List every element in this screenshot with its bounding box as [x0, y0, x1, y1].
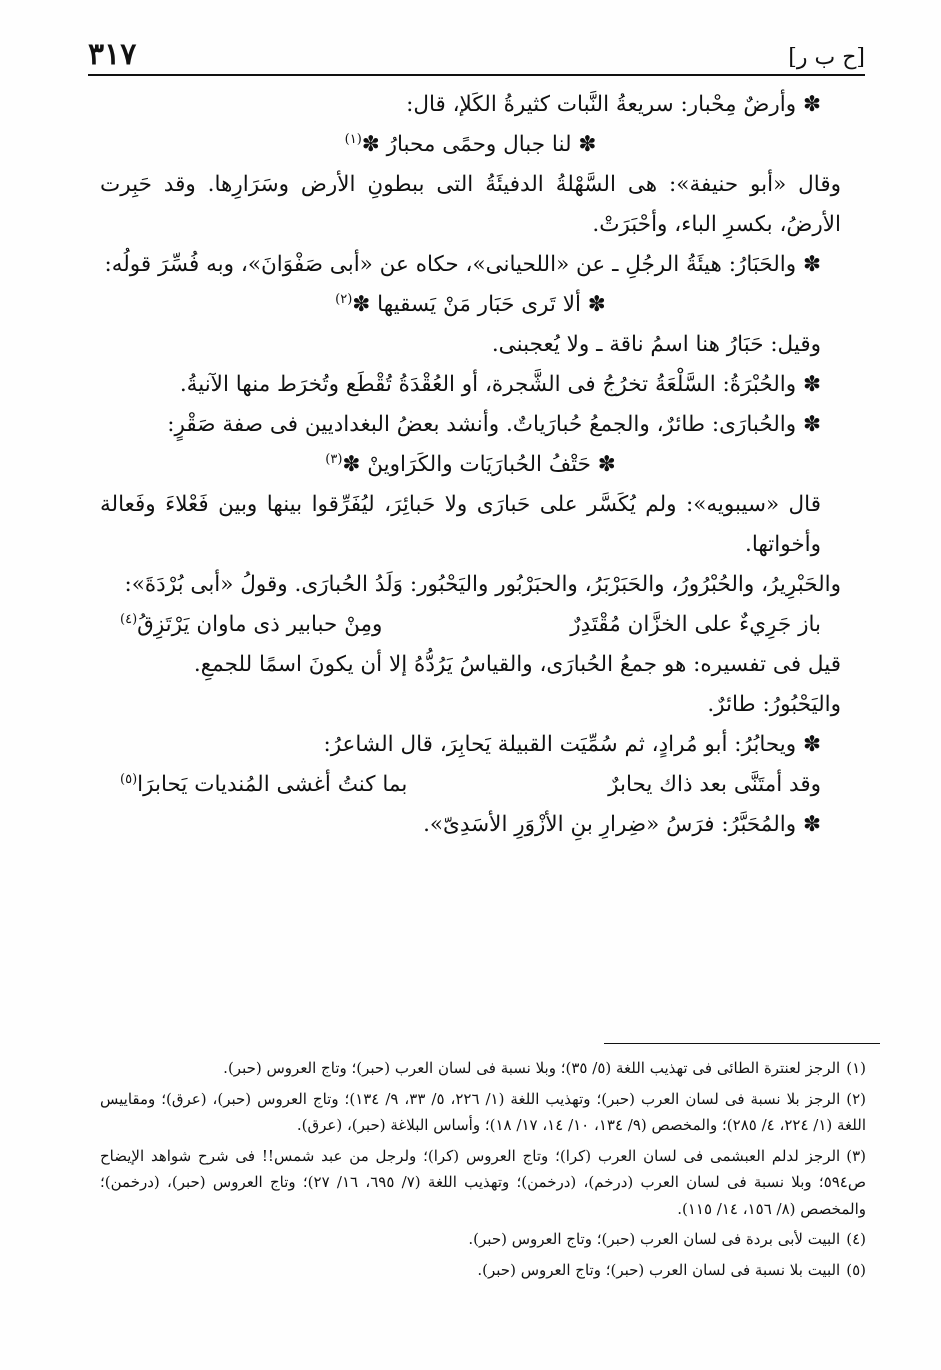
- paragraph: ✽ ويحابُرُ: أبو مُرادٍ، ثم سُمِّيَت القبيلة يَحابِرَ، قال الشاعرُ:: [323, 732, 821, 757]
- verse-line: [100, 125, 841, 165]
- footnote: [100, 1226, 866, 1253]
- footnote: [100, 1257, 866, 1284]
- footnote: [100, 1055, 866, 1082]
- paragraph: ✽ والحُبْرَةُ: السَّلْعَةُ تخرُجُ فى الشَّجرة، أو العُقْدَةُ تُقْطَع وتُخرَط منها الآنيةُ.: [179, 372, 821, 397]
- footnote-number: (٢): [846, 1089, 867, 1108]
- paragraph: والحَبْرِيرُ، والحُبْرُورُ، والحَبَرْبَرُ، والحبَرْبُور واليَحْبُور: وَلَدُ الحُبارَى. وقولُ «أبى بُرْدَةَ»:: [124, 572, 841, 597]
- verse-line: [100, 445, 841, 485]
- verse-text: ومِنْ حبابير ذى ماوان يَرْتَزِقُ: [137, 612, 383, 637]
- footnote-divider: [604, 1043, 880, 1044]
- footnote-text: الرجز لدلم العبشمى فى لسان العرب (كرا)؛ وتاج العروس (كرا)؛ ولرجل من عبد شمس!! فى شرح شواهد الإيضاح ص٥٩٤؛ وبلا نسبة فى لسان العرب (درخم)، (درخمن)؛ وتهذيب اللغة (٧/ ٦٩٥، ١٦/ ٢٧)؛ وتاج العروس (حبر)، (درخمن)؛ والمخصص (٨/ ١٥٦، ١٤/ ١١٥).: [100, 1146, 866, 1218]
- footnote-ref: (١): [344, 131, 362, 147]
- footnote-text: البيت بلا نسبة فى لسان العرب (حبر)؛ وتاج العروس (حبر).: [477, 1260, 841, 1279]
- footnotes: [100, 1055, 866, 1287]
- verse-text: ✽ لنا جبال وحمًى محبارُ ✽: [361, 132, 597, 157]
- main-text: [100, 85, 841, 845]
- verse-line: [100, 285, 841, 325]
- footnote-number: (٣): [846, 1146, 866, 1165]
- paragraph: وقال «أبو حنيفة»: هى السَّهْلةُ الدفيئَةُ التى ببطونِ الأرض وسَرَارِها. وقد حَبِرت الأرضُ، بكسرِ الباء، وأحْبَرَتْ.: [100, 172, 841, 237]
- verse-hemistich-right: باز جَرِيءٌ على الخزَّان مُقْتَدِرٌ: [570, 612, 821, 637]
- footnote-number: (٤): [846, 1230, 866, 1248]
- footnote-ref: (٥): [120, 771, 138, 787]
- root-heading: [ح ب ر]: [788, 45, 865, 70]
- footnote-text: الرجز لعنترة الطائى فى تهذيب اللغة (٥/ ٣٥)؛ وبلا نسبة فى لسان العرب (حبر)؛ وتاج العروس (حبر).: [223, 1059, 841, 1077]
- page-number: ٣١٧: [88, 37, 137, 72]
- footnote-text: البيت لأبى بردة فى لسان العرب (حبر)؛ وتاج العروس (حبر).: [468, 1230, 841, 1248]
- paragraph: ✽ والمُحَبَّرُ: فرَسُ «ضِرارِ بنِ الأزْوَرِ الأسَدِىّ».: [423, 812, 821, 837]
- verse-hemistich-right: وقد أمتَنَّى بعد ذاك يحابرٌ: [608, 772, 821, 797]
- paragraph: ✽ والحُبارَى: طائرٌ، والجمعُ حُبارَياتٌ. وأنشد بعضُ البغداديين فى صفة صَقْرٍ:: [167, 412, 821, 437]
- verse-text: ✽ حَتْفُ الحُبارَيَات والكَرَاوينْ ✽: [342, 452, 616, 477]
- verse-couplet: [100, 765, 841, 805]
- paragraph: قيل فى تفسيره: هو جمعُ الحُبارَى، والقياسُ يَرُدُّهُ إلا أن يكونَ اسمًا للجمعِ.: [193, 652, 841, 677]
- footnote-ref: (٣): [325, 451, 343, 467]
- page-header: [88, 34, 865, 76]
- footnote-number: (٥): [846, 1260, 866, 1279]
- paragraph: وقيل: حَبَارُ هنا اسمُ ناقة ـ ولا يُعجبنى.: [491, 332, 821, 357]
- footnote-ref: (٢): [335, 291, 353, 307]
- footnote-ref: (٤): [120, 611, 138, 627]
- footnote-number: (١): [846, 1059, 866, 1077]
- footnote-text: الرجز بلا نسبة فى لسان العرب (حبر)؛ وتهذيب اللغة (١/ ٢٢٦، ٥/ ٣٣، ٩/ ١٣٤)؛ وتاج العروس (حبر)، (عرق)؛ ومقاييس اللغة (١/ ٢٢٤، ٤/ ٢٨٥)؛ والمخصص (٩/ ١٣٤، ١٠/ ١٤، ١٧/ ١٨)؛ وأساس البلاغة (حبر)، (عرق).: [100, 1089, 866, 1134]
- paragraph: ✽ والحَبَارُ: هيئَةُ الرجُلِ ـ عن «اللحيانى»، حكاه عن «أبى صَفْوَانَ»، وبه فُسِّرَ قولُه:: [104, 252, 821, 277]
- verse-hemistich-left: [120, 765, 407, 805]
- paragraph: قال «سيبويه»: ولم يُكَسَّر على حَبارَى ولا حَبائِرَ، ليُفَرِّقوا بينها وبين فَعْلاءَ وفَعالة وأخواتها.: [100, 492, 821, 557]
- paragraph: واليَحْبُورُ: طائرٌ.: [707, 692, 841, 717]
- verse-hemistich-left: [120, 605, 382, 645]
- footnote: [100, 1086, 866, 1139]
- verse-couplet: [100, 605, 841, 645]
- footnote: [100, 1143, 866, 1223]
- verse-text: ✽ ألا تَرى حَبَار مَنْ يَسقيها ✽: [352, 292, 606, 317]
- verse-text: بما كنتُ أغشى المُنديات يَحابرَا: [137, 772, 408, 797]
- paragraph: ✽ وأرضٌ مِحْبار: سريعةُ النَّبات كثيرةُ الكَلإ، قال:: [406, 92, 821, 117]
